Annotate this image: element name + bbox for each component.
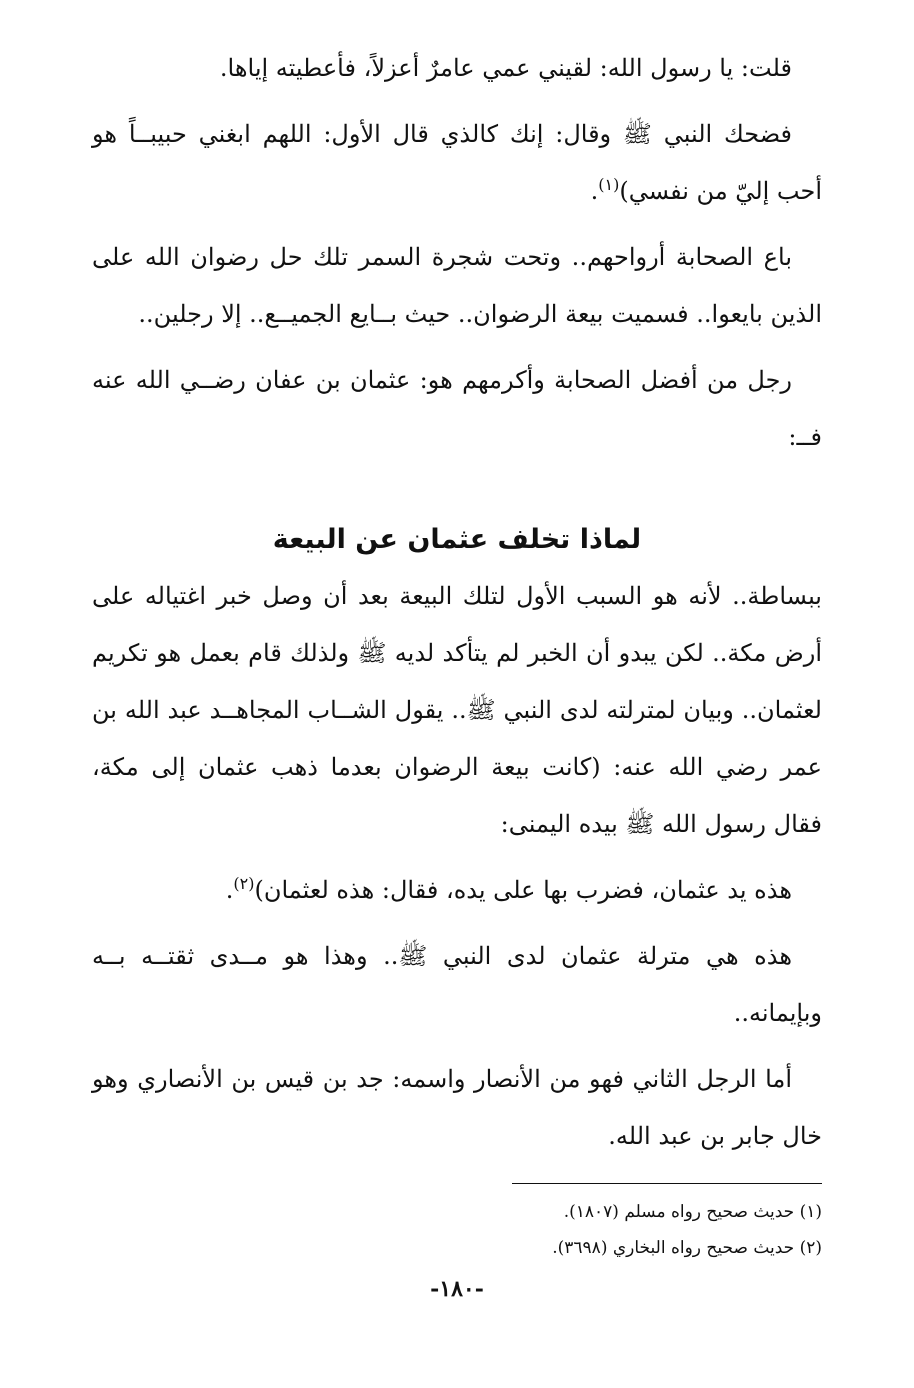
paragraph-6-text: هذه يد عثمان، فضرب بها على يده، فقال: هذه لعثمان) <box>254 876 792 904</box>
footnote-1: (١) حديث صحيح رواه مسلم (١٨٠٧). <box>563 1202 822 1222</box>
footnote-2: (٢) حديث صحيح رواه البخاري (٣٦٩٨). <box>552 1238 822 1258</box>
paragraph-7: هذه هي مترلة عثمان لدى النبي ﷺ.. وهذا هو مــدى ثقتــه بــه وبإيمانه.. <box>92 942 822 1027</box>
paragraph-4: رجل من أفضل الصحابة وأكرمهم هو: عثمان بن عفان رضــي الله عنه فــ: <box>92 366 822 451</box>
paragraph-1: قلت: يا رسول الله: لقيني عمي عامرٌ أعزلاً، فأعطيته إياها. <box>219 54 792 82</box>
paragraph-8: أما الرجل الثاني فهو من الأنصار واسمه: جد بن قيس بن الأنصاري وهو خال جابر بن عبد الله. <box>92 1065 822 1150</box>
paragraph-6-end: . <box>225 876 234 904</box>
page-body <box>92 40 822 1266</box>
paragraph-2-text: فضحك النبي ﷺ وقال: إنك كالذي قال الأول: اللهم ابغني حبيبــاً هو أحب إليّ من نفسي) <box>92 120 822 205</box>
paragraph-2-end: . <box>590 177 599 205</box>
paragraph-5: ببساطة.. لأنه هو السبب الأول لتلك البيعة بعد أن وصل خبر اغتياله على أرض مكة.. لكن يبدو أن الخبر لم يتأكد لديه ﷺ ولذلك قام بعمل هو تكريم لعثمان.. وبيان لمترلته لدى النبي ﷺ.. يقول الشــاب المجاهــد عبد الله بن عمر رضي الله عنه: (كانت بيعة الرضوان بعدما ذهب عثمان إلى مكة، فقال رسول الله ﷺ بيده اليمنى: <box>92 582 822 838</box>
paragraph-3: باع الصحابة أرواحهم.. وتحت شجرة السمر تلك حل رضوان الله على الذين بايعوا.. فسميت بيعة الرضوان.. حيث بــايع الجميــع.. إلا رجلين.. <box>92 243 822 328</box>
footnote-divider <box>512 1183 822 1184</box>
footnote-ref-2: (٢) <box>233 874 255 893</box>
paragraph-6 <box>92 862 822 919</box>
section-heading: لماذا تخلف عثمان عن البيعة <box>272 524 642 555</box>
page-number: -١٨٠- <box>430 1276 484 1302</box>
footnote-ref-1: (١) <box>598 175 620 194</box>
paragraph-2 <box>92 106 822 220</box>
